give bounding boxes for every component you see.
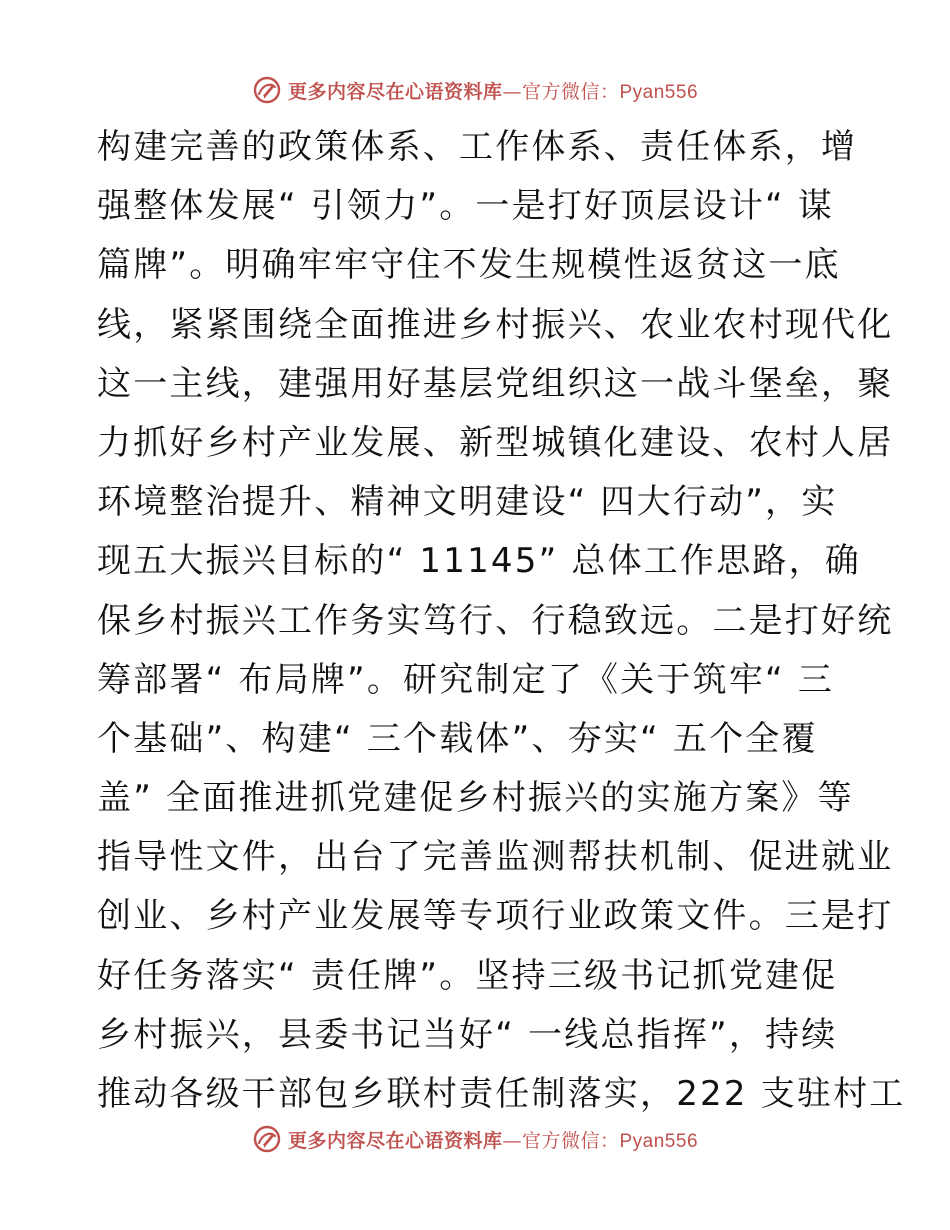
document-body — [97, 118, 906, 1124]
watermark-main: 更多内容尽在心语资料库 — [287, 1129, 503, 1152]
text-line: 保乡村振兴工作务实笃行、行稳致远。二是打好统 — [97, 600, 894, 641]
text-line: 盖” 全面推进抓党建促乡村振兴的实施方案》等 — [97, 778, 854, 819]
text-line: 这一主线，建强用好基层党组织这一战斗堡垒，聚 — [97, 363, 894, 404]
text-line: 指导性文件，出台了完善监测帮扶机制、促进就业 — [97, 837, 894, 878]
text-line: 构建完善的政策体系、工作体系、责任体系，增 — [97, 127, 858, 167]
text-line: 个基础”、构建“ 三个载体”、夯实“ 五个全覆 — [97, 718, 818, 759]
text-line: 力抓好乡村产业发展、新型城镇化建设、农村人居 — [97, 422, 894, 463]
watermark-label: 官方微信： — [521, 1129, 620, 1152]
text-line: 乡村振兴，县委书记当好“ 一线总指挥”，持续 — [97, 1014, 838, 1055]
pen-swirl-logo-icon — [252, 1124, 282, 1154]
watermark-group — [252, 1124, 698, 1154]
text-line: 筹部署“ 布局牌”。研究制定了《关于筑牢“ 三 — [97, 659, 835, 700]
text-line: 线，紧紧围绕全面推进乡村振兴、农业农村现代化 — [97, 304, 894, 345]
text-line: 篇牌”。明确牢牢守住不发生规模性返贫这一底 — [97, 245, 841, 286]
watermark-account: Pyan556 — [619, 81, 699, 103]
watermark-main: 更多内容尽在心语资料库 — [287, 80, 503, 103]
text-line: 推动各级干部包乡联村责任制落实，222 支驻村工 — [97, 1074, 906, 1114]
watermark-account: Pyan556 — [619, 1130, 699, 1152]
text-line: 好任务落实“ 责任牌”。坚持三级书记抓党建促 — [97, 955, 838, 996]
watermark-group — [252, 75, 698, 105]
watermark-text — [288, 1126, 698, 1153]
text-line: 环境整治提升、精神文明建设“ 四大行动”，实 — [97, 482, 838, 523]
watermark-text — [288, 77, 698, 104]
watermark-dash: — — [502, 1129, 522, 1152]
text-line: 创业、乡村产业发展等专项行业政策文件。三是打 — [97, 896, 894, 937]
text-line: 现五大振兴目标的“ 11145” 总体工作思路，确 — [97, 541, 862, 582]
watermark-dash: — — [502, 80, 522, 103]
watermark-label: 官方微信： — [521, 80, 620, 103]
header-watermark — [0, 70, 950, 110]
pen-swirl-logo-icon — [252, 75, 282, 105]
footer-watermark — [0, 1119, 950, 1159]
text-line: 强整体发展“ 引领力”。一是打好顶层设计“ 谋 — [97, 186, 835, 227]
